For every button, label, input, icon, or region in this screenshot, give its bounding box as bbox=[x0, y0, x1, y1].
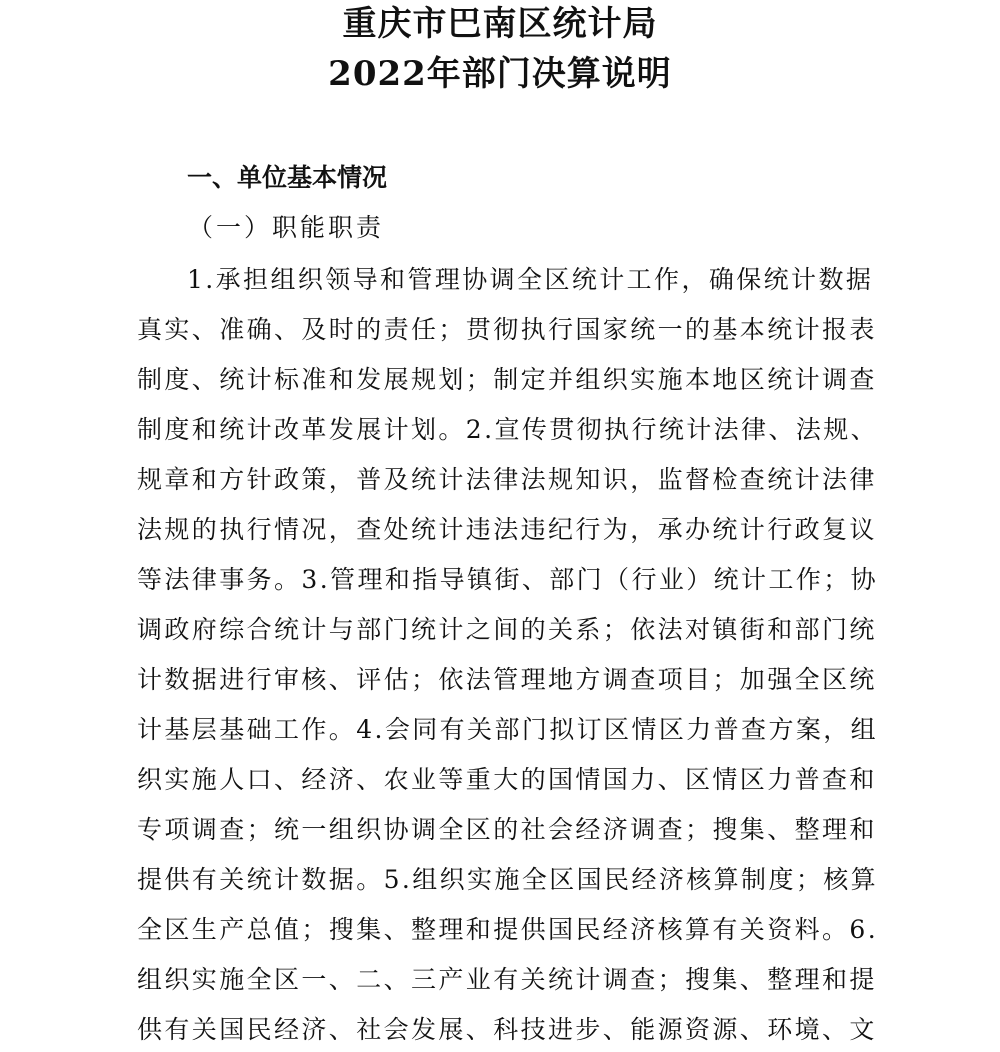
body-line-3: 制度、统计标准和发展规划；制定并组织实施本地区统计调查 bbox=[137, 365, 877, 394]
body-line-4: 制度和统计改革发展计划。2.宣传贯彻执行统计法律、法规、 bbox=[137, 415, 879, 444]
body-line-11: 织实施人口、经济、农业等重大的国情国力、区情区力普查和 bbox=[137, 765, 877, 794]
document-title-line-2: 2022年部门决算说明 bbox=[328, 54, 672, 94]
document-title-line-1: 重庆市巴南区统计局 bbox=[342, 4, 658, 44]
body-line-13: 提供有关统计数据。5.组织实施全区国民经济核算制度；核算 bbox=[137, 865, 879, 894]
body-line-9: 计数据进行审核、评估；依法管理地方调查项目；加强全区统 bbox=[137, 665, 877, 694]
body-line-10: 计基层基础工作。4.会同有关部门拟订区情区力普查方案，组 bbox=[137, 715, 879, 744]
section-heading: 一、单位基本情况 bbox=[187, 163, 388, 192]
body-line-12: 专项调查；统一组织协调全区的社会经济调查；搜集、整理和 bbox=[137, 815, 877, 844]
subsection-heading: （一）职能职责 bbox=[188, 213, 385, 242]
body-line-14: 全区生产总值；搜集、整理和提供国民经济核算有关资料。6. bbox=[137, 915, 879, 944]
body-line-5: 规章和方针政策，普及统计法律法规知识，监督检查统计法律 bbox=[137, 465, 877, 494]
body-line-6: 法规的执行情况，查处统计违法违纪行为，承办统计行政复议 bbox=[137, 515, 877, 544]
body-line-8: 调政府综合统计与部门统计之间的关系；依法对镇街和部门统 bbox=[137, 615, 877, 644]
body-line-1: 1.承担组织领导和管理协调全区统计工作，确保统计数据 bbox=[187, 265, 874, 294]
body-line-7: 等法律事务。3.管理和指导镇街、部门（行业）统计工作；协 bbox=[137, 565, 879, 594]
body-line-2: 真实、准确、及时的责任；贯彻执行国家统一的基本统计报表 bbox=[137, 315, 877, 344]
body-line-16: 供有关国民经济、社会发展、科技进步、能源资源、环境、文 bbox=[137, 1015, 877, 1044]
body-line-15: 组织实施全区一、二、三产业有关统计调查；搜集、整理和提 bbox=[137, 965, 877, 994]
